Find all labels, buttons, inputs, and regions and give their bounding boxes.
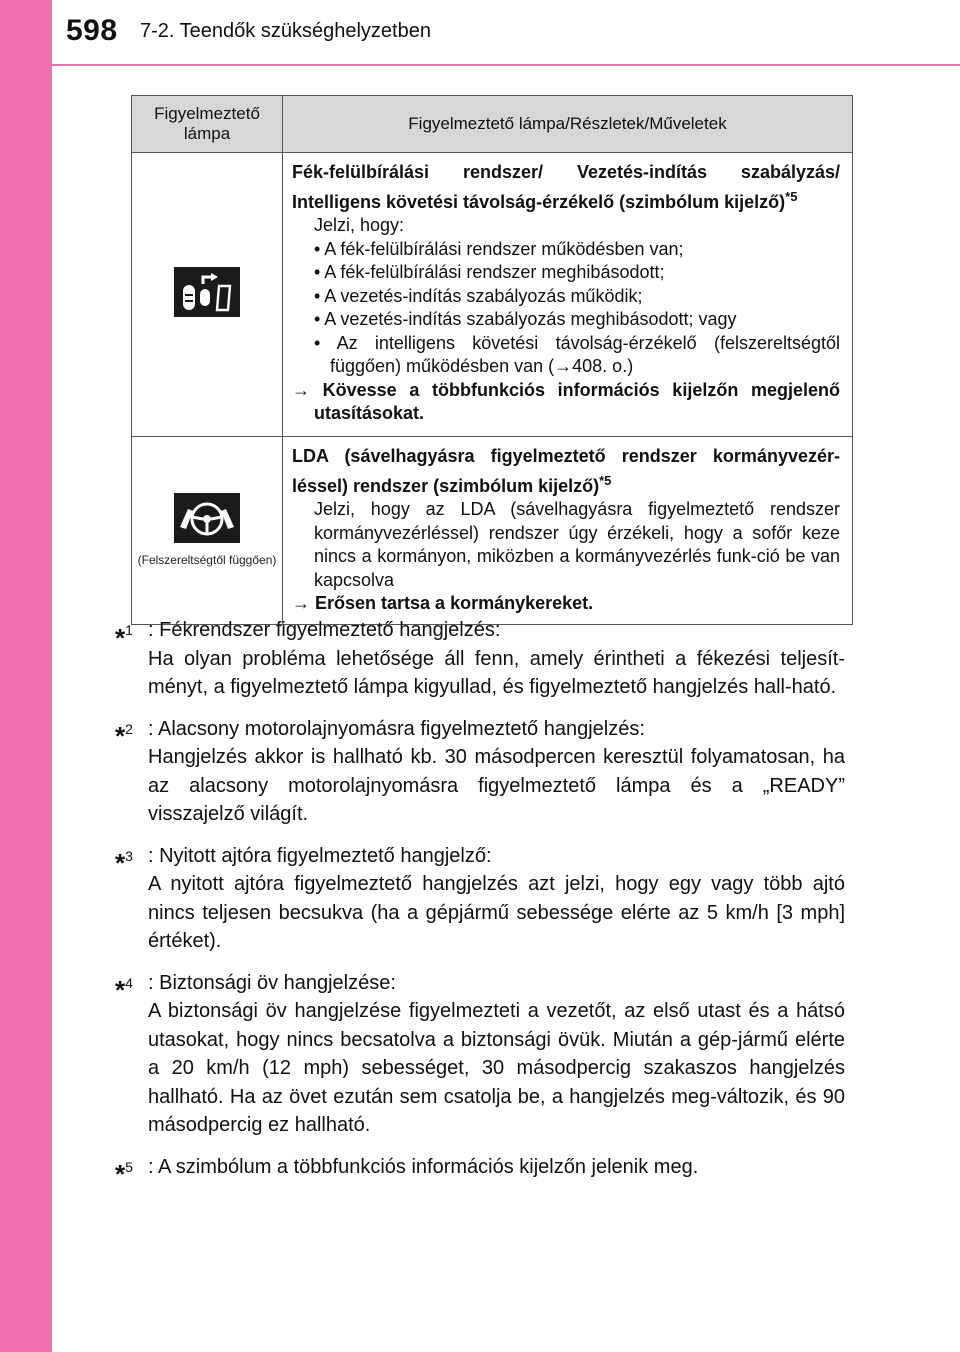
lamp-cell xyxy=(132,437,283,625)
footnote-body: A nyitott ajtóra figyelmeztető hangjelzés azt jelzi, hogy egy vagy több ajtó nincs teljesen becsukva (ha a gépjármű sebessége elérte az 5 km/h [3 mph] értéket). xyxy=(148,873,845,952)
bullet-item: • A fék-felülbírálási rendszer meghibásodott; xyxy=(314,262,665,282)
detail-cell xyxy=(283,153,853,437)
warning-light-table xyxy=(131,95,853,625)
footnote-heading: : A szimbólum a többfunkciós információs kijelzőn jelenik meg. xyxy=(148,1155,699,1178)
footnote xyxy=(115,1153,845,1190)
bullet-item: • A vezetés-indítás szabályozás meghibásodott; vagy xyxy=(314,309,737,329)
availability-note: (Felszereltségtől függően) xyxy=(137,553,277,568)
footnotes xyxy=(115,616,845,1194)
footnote-body: Ha olyan probléma lehetősége áll fenn, amely érintheti a fékezési teljesít-ményt, a figyelmeztető lámpa kigyullad, és figyelmeztető hangjelzés hall-ható. xyxy=(148,647,845,698)
column-header-details: Figyelmeztető lámpa/Részletek/Műveletek xyxy=(283,96,853,153)
footnote-body: A biztonsági öv hangjelzése figyelmezteti a vezetőt, az első utast és a hátsó utasokat, hogy nincs becsatolva a biztonsági övük. Miután a gép-jármű elérte a 20 km/h (12 mph) sebességet, 30 másodpercig szakaszos hangjelzés hallható. Ha az övet ezután sem csatolja be, a hangjelzés meg-változik, és 90 másodpercig ez hallható. xyxy=(148,1000,845,1136)
steering-wheel-hands-icon xyxy=(174,493,240,543)
page-number: 598 xyxy=(66,14,118,47)
footnote-marker: *$^4$ xyxy=(115,974,133,1006)
footnote-marker: *$^1$ xyxy=(115,622,133,653)
row-action: → Kövesse a többfunkciós információs kijelzőn megjelenő utasításokat. xyxy=(292,379,840,423)
header-rule xyxy=(52,64,960,66)
footnote xyxy=(115,715,845,829)
footnote-heading: : Alacsony motorolajnyomásra figyelmeztető hangjelzés: xyxy=(148,717,645,740)
footnote-marker: *$^5$ xyxy=(115,1158,133,1190)
table-row xyxy=(132,437,853,625)
detail-cell xyxy=(283,437,853,625)
row-action: → Erősen tartsa a kormánykereket. xyxy=(292,593,594,613)
row-intro: Jelzi, hogy: xyxy=(314,215,405,235)
section-title: 7-2. Teendők szükséghelyzetben xyxy=(140,20,431,42)
row-title: LDA (sávelhagyásra figyelmeztető rendszer kormányvezér-léssel) rendszer (szimbólum kijelző)$^{*5}$ xyxy=(292,446,840,496)
footnote xyxy=(115,842,845,956)
row-title: Fék-felülbírálási rendszer/ Vezetés-indítás szabályzás/ Intelligens követési távolság-érzékelő (szimbólum kijelző)$^{*5}$ xyxy=(292,162,840,212)
footnote-heading: : Nyitott ajtóra figyelmeztető hangjelző: xyxy=(148,844,492,867)
column-header-lamp: Figyelmeztető lámpa xyxy=(132,96,283,153)
brake-override-icon xyxy=(174,267,240,317)
row-body: Jelzi, hogy az LDA (sávelhagyásra figyelmeztető rendszer kormányvezérléssel) rendszer úgy érzékeli, hogy a sofőr keze nincs a kormányon, miközben a kormányvezérlés funk-ció be van kapcsolva xyxy=(314,499,840,590)
footnote-marker: *$^3$ xyxy=(115,847,133,879)
footnote xyxy=(115,969,845,1140)
pink-sidebar xyxy=(0,0,52,1352)
footnote-heading: : Biztonsági öv hangjelzése: xyxy=(148,971,396,994)
footnote-body: Hangjelzés akkor is hallható kb. 30 másodpercen keresztül folyamatosan, ha az alacsony motorolajnyomásra figyelmeztető lámpa és a „READY” visszajelző világít. xyxy=(148,746,845,825)
table-row xyxy=(132,153,853,437)
lamp-cell xyxy=(132,153,283,437)
footnote-heading: : Fékrendszer figyelmeztető hangjelzés: xyxy=(148,619,501,641)
table-header-row xyxy=(132,96,853,153)
bullet-item: • Az intelligens követési távolság-érzékelő (felszereltségtől függően) működésben van (→408. o.) xyxy=(314,332,840,376)
bullet-item: • A fék-felülbírálási rendszer működésben van; xyxy=(314,238,684,259)
bullet-item: • A vezetés-indítás szabályozás működik; xyxy=(314,285,643,306)
footnote-marker: *$^2$ xyxy=(115,720,133,752)
footnote xyxy=(115,616,845,702)
